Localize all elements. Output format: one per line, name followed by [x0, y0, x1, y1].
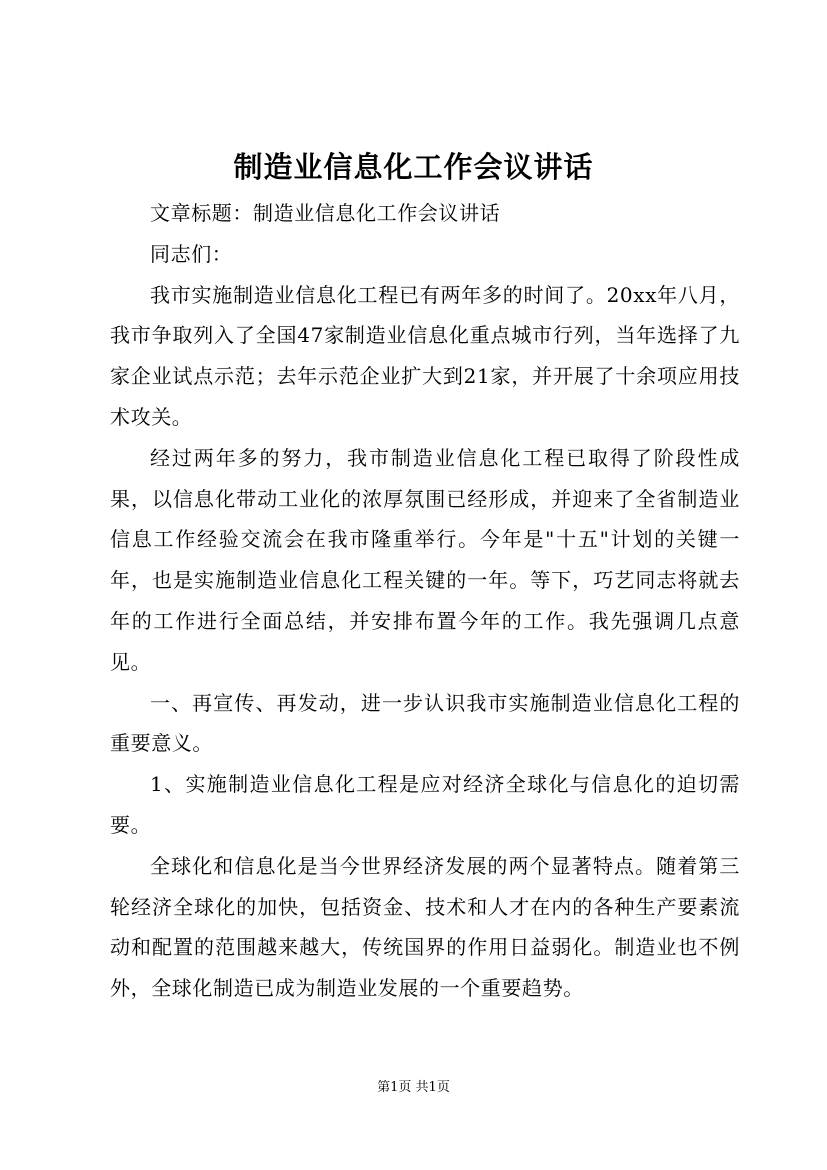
paragraph: 全球化和信息化是当今世界经济发展的两个显著特点。随着第三轮经济全球化的加快，包括资金、技术和人才在内的各种生产要素流动和配置的范围越来越大，传统国界的作用日益弱化。制造业也不例外，全球化制造已成为制造业发展的一个重要趋势。	[110, 853, 740, 1001]
paragraph: 我市实施制造业信息化工程已有两年多的时间了。20xx年八月，我市争取列入了全国47家制造业信息化重点城市行列，当年选择了九家企业试点示范；去年示范企业扩大到21家，并开展了十余项应用技术攻关。	[110, 282, 740, 429]
page-number-footer: 第1页 共1页	[377, 1080, 450, 1095]
salutation: 同志们：	[150, 241, 233, 266]
subsection-heading: 1、实施制造业信息化工程是应对经济全球化与信息化的迫切需要。	[110, 772, 740, 837]
paragraph: 经过两年多的努力，我市制造业信息化工程已取得了阶段性成果，以信息化带动工业化的浓厚氛围已经形成，并迎来了全省制造业信息工作经验交流会在我市隆重举行。今年是"十五"计划的关键一年，也是实施制造业信息化工程关键的一年。等下，巧艺同志将就去年的工作进行全面总结，并安排布置今年的工作。我先强调几点意见。	[110, 445, 740, 674]
article-title-line: 文章标题：制造业信息化工作会议讲话	[150, 201, 501, 225]
document-title: 制造业信息化工作会议讲话	[233, 150, 594, 184]
section-heading: 一、再宣传、再发动，进一步认识我市实施制造业信息化工程的重要意义。	[110, 690, 740, 756]
document-body	[110, 193, 740, 1009]
